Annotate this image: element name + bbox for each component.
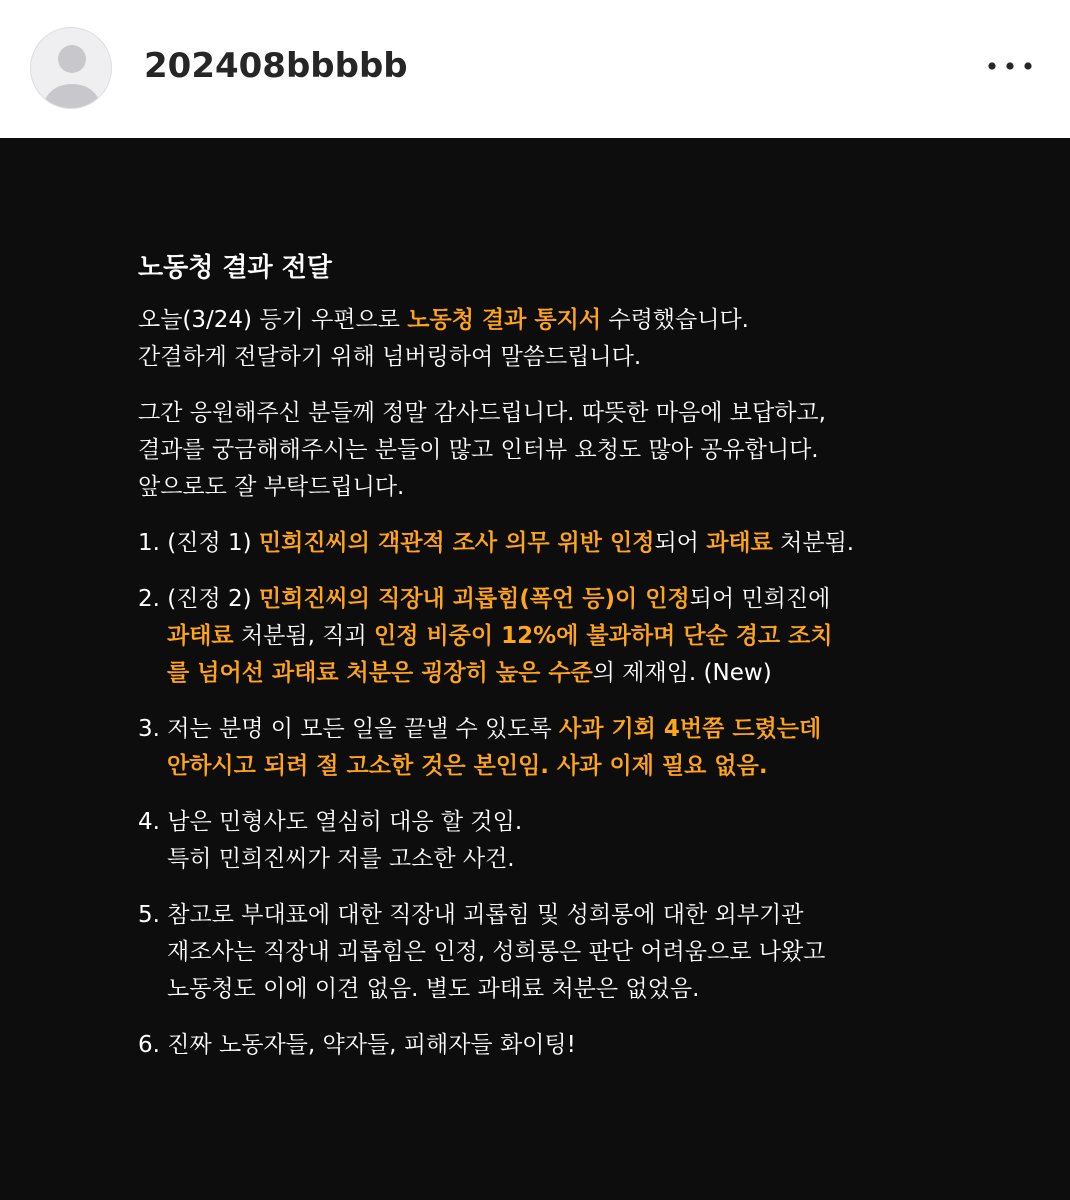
thanks-paragraph xyxy=(138,395,998,506)
text-segment: 결과를 궁금해해주시는 분들이 많고 인터뷰 요청도 많아 공유합니다. xyxy=(138,437,819,463)
text-line xyxy=(138,711,998,748)
more-horizontal-icon xyxy=(978,48,1042,84)
text-segment: 5. 참고로 부대표에 대한 직장내 괴롭힘 및 성희롱에 대한 외부기관 xyxy=(138,902,804,928)
text-line xyxy=(138,971,998,1008)
list-item-3 xyxy=(138,711,998,785)
post-image xyxy=(0,138,1070,1200)
highlight-text: 과태료 xyxy=(706,530,773,556)
highlight-text: 안하시고 되려 절 고소한 것은 본인임. 사과 이제 필요 없음. xyxy=(167,753,768,779)
text-line xyxy=(138,748,998,785)
highlight-text: 를 넘어선 과태료 처분은 굉장히 높은 수준 xyxy=(167,660,593,686)
highlight-text: 민희진씨의 직장내 괴롭힘(폭언 등)이 인정 xyxy=(258,586,690,612)
text-line xyxy=(138,339,998,376)
text-segment: 처분됨. xyxy=(772,530,855,556)
text-line xyxy=(138,897,998,934)
text-line xyxy=(138,1027,998,1064)
text-line xyxy=(138,469,998,506)
text-line xyxy=(138,655,998,692)
text-segment: 3. 저는 분명 이 모든 일을 끝낼 수 있도록 xyxy=(138,716,560,742)
text-segment: 처분됨, 직괴 xyxy=(233,623,374,649)
text-line xyxy=(138,581,998,618)
post-title: 노동청 결과 전달 xyxy=(138,253,332,283)
text-segment: 특히 민희진씨가 저를 고소한 사건. xyxy=(167,846,515,872)
text-segment: 6. 진짜 노동자들, 약자들, 피해자들 화이팅! xyxy=(138,1032,576,1058)
highlight-text: 사과 기회 4번쯤 드렸는데 xyxy=(559,716,822,742)
text-segment: 의 제재임. (New) xyxy=(592,660,772,686)
list-item-1 xyxy=(138,525,998,562)
username[interactable]: 202408bbbbb xyxy=(144,46,408,86)
text-segment: 1. (진정 1) xyxy=(138,530,259,556)
text-segment: 4. 남은 민형사도 열심히 대응 할 것임. xyxy=(138,809,523,835)
text-line xyxy=(138,525,998,562)
list-item-5 xyxy=(138,897,998,1008)
post-header xyxy=(0,0,1070,138)
text-segment: 앞으로도 잘 부탁드립니다. xyxy=(138,474,405,500)
list-item-4 xyxy=(138,804,998,878)
text-line xyxy=(138,618,998,655)
text-line xyxy=(138,302,998,339)
highlight-text: 인정 비중이 12%에 불과하며 단순 경고 조치 xyxy=(374,623,833,649)
highlight-text: 민희진씨의 객관적 조사 의무 위반 인정 xyxy=(258,530,655,556)
default-avatar-icon xyxy=(31,28,112,109)
list-item-2 xyxy=(138,581,998,692)
text-line xyxy=(138,934,998,971)
text-line xyxy=(138,804,998,841)
text-segment: 간결하게 전달하기 위해 넘버링하여 말씀드립니다. xyxy=(138,344,642,370)
text-line xyxy=(138,395,998,432)
text-segment: 수령했습니다. xyxy=(601,307,749,333)
intro-paragraph xyxy=(138,302,998,376)
list-item-6 xyxy=(138,1027,998,1064)
profile-avatar[interactable] xyxy=(30,27,112,109)
text-line xyxy=(138,432,998,469)
more-options-button[interactable] xyxy=(978,48,1042,84)
highlight-text: 노동청 결과 통지서 xyxy=(407,307,602,333)
text-segment: 노동청도 이에 이견 없음. 별도 과태료 처분은 없었음. xyxy=(167,976,700,1002)
text-segment: 오늘(3/24) 등기 우편으로 xyxy=(138,307,408,333)
highlight-text: 과태료 xyxy=(167,623,234,649)
text-segment: 2. (진정 2) xyxy=(138,586,259,612)
text-line xyxy=(138,841,998,878)
post-text-content xyxy=(138,250,998,1083)
text-segment: 그간 응원해주신 분들께 정말 감사드립니다. 따뜻한 마음에 보답하고, xyxy=(138,400,826,426)
text-segment: 재조사는 직장내 괴롭힘은 인정, 성희롱은 판단 어려움으로 나왔고 xyxy=(167,939,826,965)
text-segment: 되어 민희진에 xyxy=(689,586,831,612)
text-segment: 되어 xyxy=(654,530,707,556)
